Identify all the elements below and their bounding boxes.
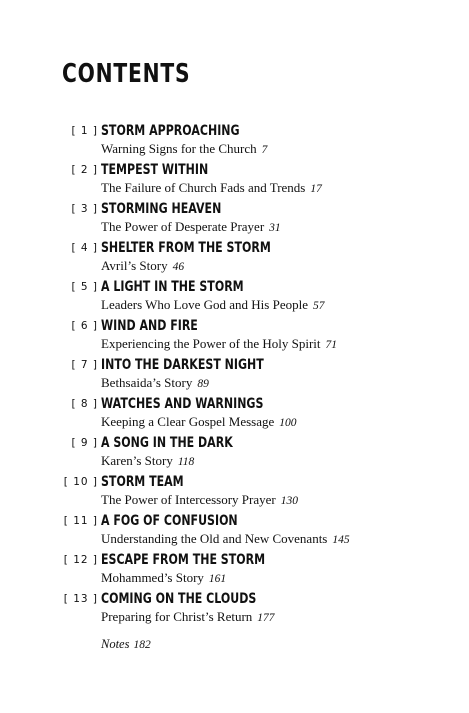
chapter-number: [ 12 ] [63, 554, 98, 566]
toc-entry[interactable] [0, 122, 469, 161]
chapter-title: WIND AND FIRE [101, 318, 198, 334]
chapter-number: [ 11 ] [63, 515, 98, 527]
page-number: 7 [261, 144, 268, 156]
chapter-title: STORM TEAM [101, 474, 184, 490]
chapter-number: [ 8 ] [71, 398, 98, 410]
chapter-title: INTO THE DARKEST NIGHT [101, 357, 264, 373]
chapter-subtitle: Preparing for Christ’s Return 177 [101, 609, 275, 624]
chapter-title: A LIGHT IN THE STORM [101, 279, 244, 295]
chapter-title: COMING ON THE CLOUDS [101, 591, 257, 607]
page-number: 89 [197, 378, 209, 390]
chapter-title: A FOG OF CONFUSION [101, 513, 238, 529]
chapter-subtitle: Understanding the Old and New Covenants 145 [101, 531, 350, 546]
toc-entry[interactable] [0, 473, 469, 512]
page-number: 31 [269, 222, 281, 234]
chapter-subtitle: Avril’s Story 46 [101, 258, 185, 273]
page-number: 130 [280, 495, 298, 507]
page-number: 145 [332, 534, 350, 546]
chapter-title: SHELTER FROM THE STORM [101, 240, 271, 256]
chapter-number: [ 1 ] [71, 125, 98, 137]
toc-entry[interactable] [0, 590, 469, 629]
page-number: 177 [257, 612, 275, 624]
chapter-title: STORMING HEAVEN [101, 201, 222, 217]
chapter-subtitle: The Failure of Church Fads and Trends 17 [101, 180, 322, 195]
chapter-subtitle: Bethsaida’s Story 89 [101, 375, 209, 390]
chapter-subtitle: Keeping a Clear Gospel Message 100 [101, 414, 297, 429]
chapter-number: [ 13 ] [63, 593, 98, 605]
toc-entry[interactable] [0, 551, 469, 590]
page-number: 46 [172, 261, 185, 273]
chapter-title: A SONG IN THE DARK [101, 435, 233, 451]
notes-entry[interactable] [101, 636, 151, 653]
toc-entry[interactable] [0, 239, 469, 278]
chapter-number: [ 7 ] [71, 359, 98, 371]
page-number: 57 [312, 300, 325, 312]
chapter-subtitle: Mohammed’s Story 161 [101, 570, 227, 585]
toc-entry[interactable] [0, 161, 469, 200]
notes-label: Notes [101, 637, 130, 651]
toc-entry[interactable] [0, 434, 469, 473]
chapter-subtitle: Karen’s Story 118 [101, 453, 195, 468]
chapter-title: TEMPEST WITHIN [101, 162, 209, 178]
page-number: 100 [279, 417, 297, 429]
chapter-number: [ 3 ] [71, 203, 98, 215]
chapter-subtitle: Experiencing the Power of the Holy Spirit 71 [101, 336, 338, 351]
table-of-contents [0, 122, 469, 629]
chapter-title: STORM APPROACHING [101, 123, 240, 139]
toc-entry[interactable] [0, 278, 469, 317]
chapter-subtitle: The Power of Desperate Prayer 31 [101, 219, 281, 234]
chapter-title: WATCHES AND WARNINGS [101, 396, 264, 412]
toc-entry[interactable] [0, 317, 469, 356]
toc-entry[interactable] [0, 200, 469, 239]
chapter-number: [ 2 ] [71, 164, 98, 176]
chapter-number: [ 10 ] [63, 476, 98, 488]
page-title: CONTENTS [62, 59, 191, 89]
chapter-number: [ 4 ] [71, 242, 98, 254]
chapter-subtitle: Warning Signs for the Church 7 [101, 141, 268, 156]
chapter-number: [ 9 ] [71, 437, 98, 449]
page-number: 71 [325, 339, 338, 351]
toc-entry[interactable] [0, 512, 469, 551]
chapter-number: [ 5 ] [71, 281, 98, 293]
page-number: 161 [208, 573, 227, 585]
page-number: 118 [177, 456, 195, 468]
chapter-subtitle: Leaders Who Love God and His People 57 [101, 297, 325, 312]
notes-page-number: 182 [133, 639, 151, 651]
chapter-number: [ 6 ] [71, 320, 98, 332]
chapter-subtitle: The Power of Intercessory Prayer 130 [101, 492, 298, 507]
toc-entry[interactable] [0, 395, 469, 434]
chapter-title: ESCAPE FROM THE STORM [101, 552, 266, 568]
page-number: 17 [310, 183, 322, 195]
toc-entry[interactable] [0, 356, 469, 395]
